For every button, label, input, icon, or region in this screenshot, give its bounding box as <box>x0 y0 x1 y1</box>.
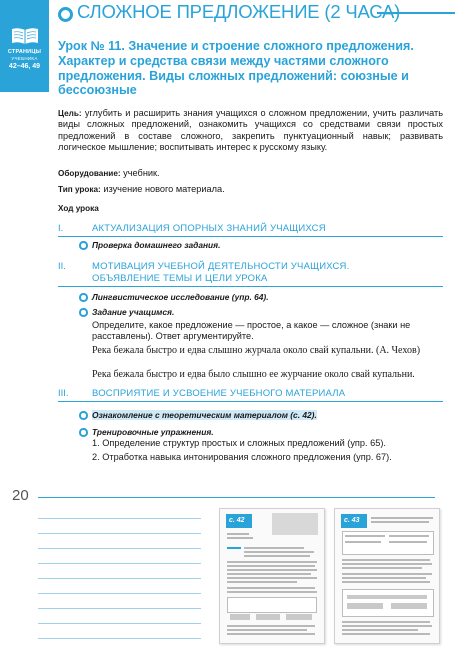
training-item-2: 2. Отработка навыка интонирования сложного предложения (упр. 67). <box>92 452 392 462</box>
note-line <box>38 593 201 594</box>
badge-sublabel: УЧЕБНИКА <box>11 56 38 61</box>
theory-highlight: Ознакомление с теоретическим материалом (с. 42). <box>92 410 317 420</box>
open-book-icon <box>10 26 40 46</box>
page-43-tag: с. 43 <box>341 514 367 528</box>
section-3-divider <box>58 401 443 402</box>
illustration-image <box>272 513 318 535</box>
training-item-1: 1. Определение структур простых и сложных предложений (упр. 65). <box>92 438 386 448</box>
note-line <box>38 563 201 564</box>
example-sentence-1: Река бежала быстро и едва слышно журчала около свай купальни. (А. Чехов) <box>92 345 421 356</box>
goal-text: углубить и расширить знания учащихся о сложном предложении, учить различать виды сложных предложений, ознакомить учащихся со средствами связи простых предложений в составе сложного, закрепить пунктуационный навык; развивать логическое мышление; воспитывать интерес к русскому языку. <box>58 108 443 152</box>
bullet-icon <box>79 308 88 317</box>
bullet-icon <box>79 428 88 437</box>
footer-divider <box>38 497 435 498</box>
type-label: Тип урока: <box>58 185 101 194</box>
note-line <box>38 638 201 639</box>
badge-pages: 42–46, 49 <box>8 63 41 70</box>
bullet-icon <box>79 411 88 420</box>
section-1-number: I. <box>58 223 64 234</box>
section-2-title-line1: МОТИВАЦИЯ УЧЕБНОЙ ДЕЯТЕЛЬНОСТИ УЧАЩИХСЯ. <box>92 261 350 272</box>
lesson-title: Урок № 11. Значение и строение сложного предложения. Характер и средства связи между частями сложного предложения. Виды сложных предложений: союзные и бессоюзные <box>58 39 414 98</box>
section-1-divider <box>58 236 443 237</box>
note-line <box>38 623 201 624</box>
textbook-pages-badge <box>0 0 49 92</box>
page-42-tag: с. 42 <box>226 514 252 528</box>
lesson-course-heading: Ход урока <box>58 204 99 213</box>
goal-label: Цель: <box>58 109 82 118</box>
section-2-title-line2: ОБЪЯВЛЕНИЕ ТЕМЫ И ЦЕЛИ УРОКА <box>92 273 268 284</box>
section-3-number: III. <box>58 388 69 399</box>
page-number: 20 <box>12 487 29 504</box>
note-line <box>38 608 201 609</box>
badge-label: СТРАНИЦЫ <box>7 49 42 55</box>
lesson-type <box>58 184 225 195</box>
equipment-text: учебник. <box>123 168 160 178</box>
section-1-title: АКТУАЛИЗАЦИЯ ОПОРНЫХ ЗНАНИЙ УЧАЩИХСЯ <box>92 223 326 234</box>
linguistic-research: Лингвистическое исследование (упр. 64). <box>92 292 269 302</box>
note-line <box>38 518 201 519</box>
example-sentence-2: Река бежала быстро и едва было слышно ее журчание около свай купальни. <box>92 369 415 380</box>
training-label: Тренировочные упражнения. <box>92 427 214 437</box>
section-2-number: II. <box>58 261 66 272</box>
textbook-page-42-thumbnail <box>219 508 325 644</box>
header-bullet-icon <box>58 7 73 22</box>
task-label: Задание учащимся. <box>92 307 175 317</box>
theory-intro <box>92 410 317 420</box>
bullet-icon <box>79 293 88 302</box>
lesson-goal <box>58 108 443 153</box>
chapter-title: СЛОЖНОЕ ПРЕДЛОЖЕНИЕ (2 ЧАСА) <box>77 1 401 22</box>
header-divider <box>377 12 455 14</box>
homework-check: Проверка домашнего задания. <box>92 240 221 250</box>
section-3-title: ВОСПРИЯТИЕ И УСВОЕНИЕ УЧЕБНОГО МАТЕРИАЛА <box>92 388 346 399</box>
note-line <box>38 578 201 579</box>
bullet-icon <box>79 241 88 250</box>
textbook-page-43-thumbnail <box>334 508 440 644</box>
equipment-label: Оборудование: <box>58 169 121 178</box>
lesson-equipment <box>58 168 160 179</box>
section-2-divider <box>58 286 443 287</box>
type-text: изучение нового материала. <box>103 184 225 194</box>
task-text: Определите, какое предложение — простое, а какое — сложное (знаки не расставлены). Ответ аргументируйте. <box>92 320 411 342</box>
note-line <box>38 548 201 549</box>
note-line <box>38 533 201 534</box>
